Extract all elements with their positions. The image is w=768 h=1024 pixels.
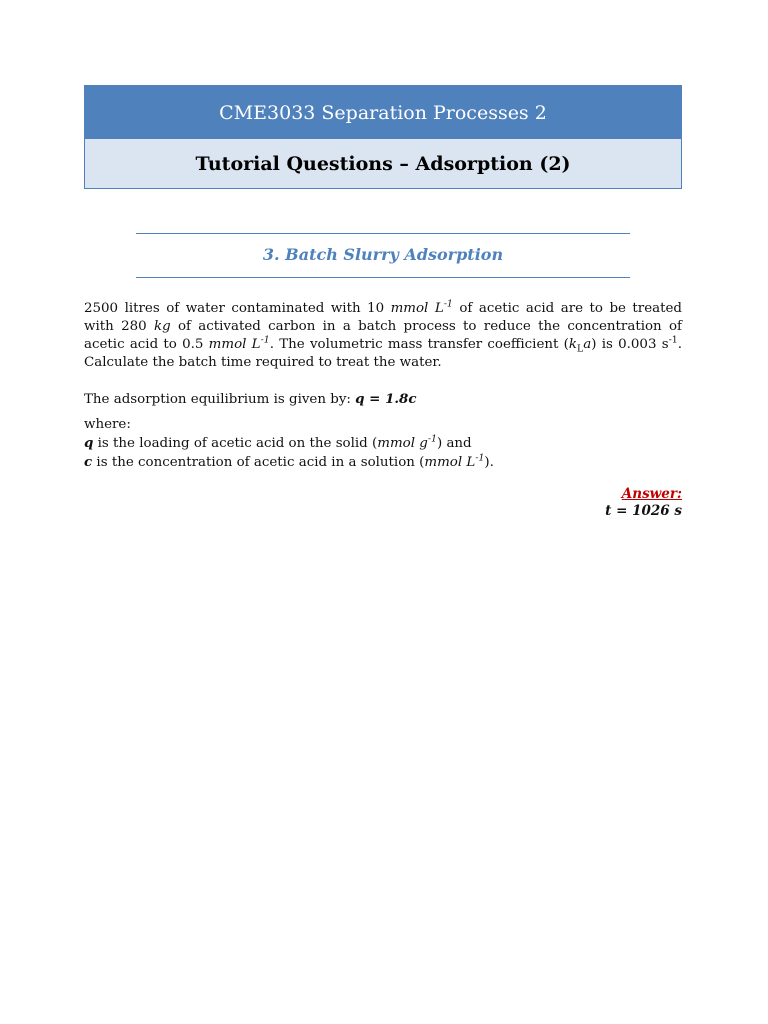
course-title: CME3033 Separation Processes 2 [85,86,681,139]
section-rule-top [136,233,630,234]
equilibrium-equation: q = 1.8c [355,391,417,407]
c-definition: c is the concentration of acetic acid in a solution (mmol $L^{-1}$). [84,452,494,470]
q-definition: q is the loading of acetic acid on the solid (mmol $g^{-1}$) and [84,433,472,451]
where-label: where: [84,417,131,432]
section-title: 3. Batch Slurry Adsorption [262,245,504,264]
title-box [84,85,682,189]
section-rule-bottom [136,277,630,278]
problem-statement: 2500 litres of water contaminated with 10 mmol $L^{-1}$ of acetic acid are to be treated with 280 kg of activated carbon in a batch process to reduce the concentration of acetic acid to 0.5 mmol $L^{-1}$. The volumetric mass transfer coefficient $(k_La)$ is 0.003 $s^{-1}$. Calculate the batch time required to treat the water. [84,298,682,370]
definitions [84,416,682,472]
tutorial-title: Tutorial Questions – Adsorption (2) [85,139,681,188]
answer-label: Answer: [621,486,682,502]
answer-value: t = 1026 s [605,503,682,519]
equilibrium-line: The adsorption equilibrium is given by: q = 1.8c [84,391,417,407]
